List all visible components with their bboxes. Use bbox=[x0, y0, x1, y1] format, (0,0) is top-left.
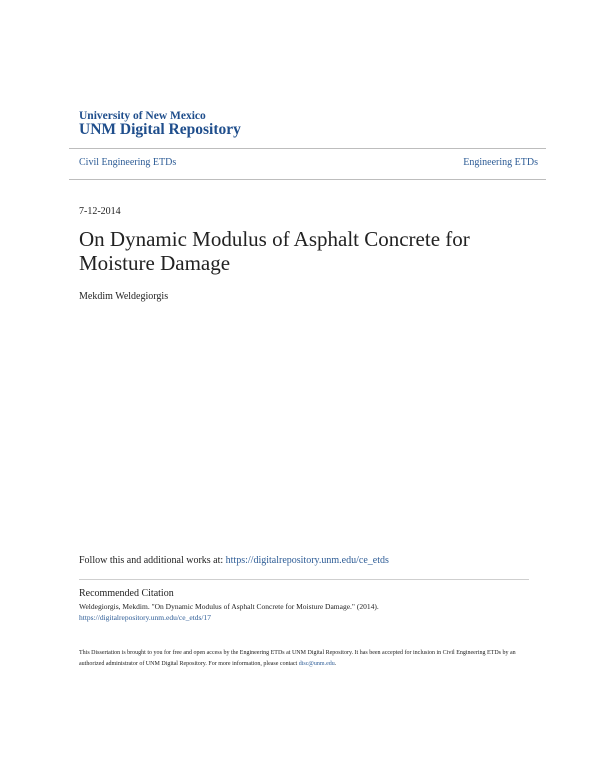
citation-text: Weldegiorgis, Mekdim. "On Dynamic Modulus of Asphalt Concrete for Moisture Damage." (2014). bbox=[79, 602, 379, 611]
citation-divider bbox=[79, 579, 529, 580]
citation-link[interactable]: https://digitalrepository.unm.edu/ce_etds/17 bbox=[79, 613, 211, 622]
follow-label: Follow this and additional works at: bbox=[79, 555, 226, 566]
header-divider-bottom bbox=[69, 179, 546, 180]
breadcrumb-civil-engineering-etds[interactable]: Civil Engineering ETDs bbox=[79, 157, 177, 168]
author-name: Mekdim Weldegiorgis bbox=[79, 291, 169, 302]
header-divider-top bbox=[69, 148, 546, 149]
follow-link[interactable]: https://digitalrepository.unm.edu/ce_etds bbox=[225, 555, 389, 566]
access-statement bbox=[79, 648, 524, 670]
institution-name: University of New Mexico bbox=[79, 110, 206, 122]
publication-date: 7-12-2014 bbox=[79, 206, 121, 217]
breadcrumb-engineering-etds[interactable]: Engineering ETDs bbox=[463, 157, 538, 168]
contact-email-link[interactable]: disc@unm.edu bbox=[298, 661, 335, 667]
document-title: On Dynamic Modulus of Asphalt Concrete for Moisture Damage bbox=[79, 227, 470, 275]
access-statement-text: This Dissertation is brought to you for free and open access by the Engineering ETDs at UNM Digital Repository. It has been accepted for inclusion in Civil Engineering ETDs by an authorized administrator of UNM Digital Repository. For more information, please contact bbox=[79, 650, 516, 667]
citation-heading: Recommended Citation bbox=[79, 588, 174, 599]
follow-line bbox=[79, 555, 389, 566]
access-statement-end: . bbox=[334, 661, 337, 667]
repository-name[interactable]: UNM Digital Repository bbox=[79, 121, 241, 138]
